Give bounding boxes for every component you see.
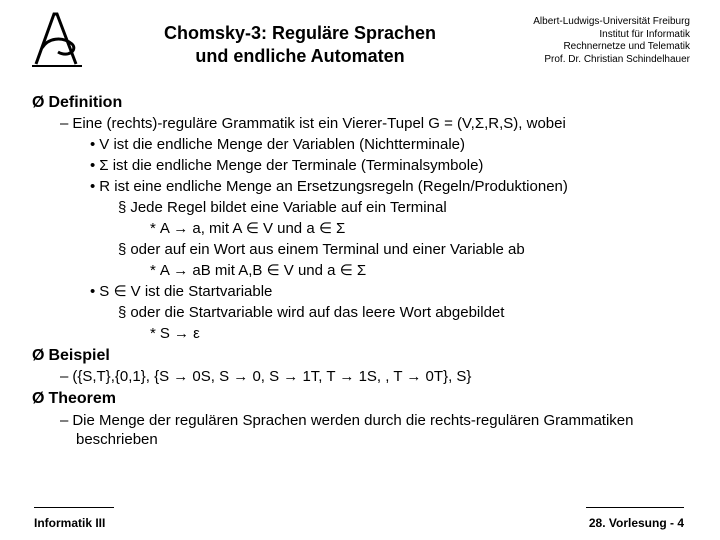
dot-bullet-icon: • [90, 283, 96, 300]
rule-b-formula: * A → aB mit A,B ∈ V und a ∈ Σ [150, 262, 367, 279]
dash-bullet-icon: – [60, 412, 69, 429]
rule-b: § oder auf ein Wort aus einem Terminal und einer Variable ab [118, 241, 525, 258]
star-bullet-icon: * [150, 220, 156, 237]
example-line: – ({S,T},{0,1}, {S → 0S, S → 0, S → 1T, T → 1S, , T → 0T}, S} [60, 368, 472, 385]
footer-rule-right [586, 507, 684, 508]
footer-page-number: 28. Vorlesung - 4 [588, 516, 684, 530]
s-item: • S ∈ V ist die Startvariable [90, 283, 273, 300]
footer-course: Informatik III [34, 516, 106, 530]
definition-heading: Ø Definition [32, 94, 123, 111]
institution-professor: Prof. Dr. Christian Schindelhauer [544, 53, 690, 65]
institution-department: Rechnernetze und Telematik [563, 41, 690, 52]
sigma-item: • Σ ist die endliche Menge der Terminale (Terminalsymbole) [90, 157, 484, 174]
theorem-line-2: beschrieben [76, 431, 158, 448]
theorem-line-1: – Die Menge der regulären Sprachen werden durch die rechts-regulären Grammatiken [60, 412, 634, 429]
institution-university: Albert-Ludwigs-Universität Freiburg [533, 16, 690, 27]
example-heading: Ø Beispiel [32, 347, 110, 364]
theorem-heading: Ø Theorem [32, 390, 117, 407]
dot-bullet-icon: • [90, 157, 96, 174]
dash-bullet-icon: – [60, 368, 69, 385]
rule-a-formula: * A → a, mit A ∈ V und a ∈ Σ [150, 220, 346, 237]
footer-rule-left [34, 507, 114, 508]
square-bullet-icon: § [118, 304, 127, 321]
dash-bullet-icon: – [60, 115, 69, 132]
star-bullet-icon: * [150, 262, 156, 279]
star-bullet-icon: * [150, 325, 156, 342]
arrow-bullet-icon: Ø [32, 390, 45, 407]
rule-a: § Jede Regel bildet eine Variable auf ein Terminal [118, 199, 447, 216]
s-formula: * S → ε [150, 325, 200, 342]
square-bullet-icon: § [118, 241, 127, 258]
v-item: • V ist die endliche Menge der Variablen (Nichtterminale) [90, 136, 466, 153]
university-logo-icon [28, 8, 86, 70]
institution-block [430, 16, 690, 66]
arrow-bullet-icon: Ø [32, 94, 45, 111]
definition-line: – Eine (rechts)-reguläre Grammatik ist ein Vierer-Tupel G = (V,Σ,R,S), wobei [60, 115, 566, 132]
dot-bullet-icon: • [90, 136, 96, 153]
r-item: • R ist eine endliche Menge an Ersetzungsregeln (Regeln/Produktionen) [90, 178, 568, 195]
title-line-2: und endliche Automaten [195, 46, 405, 66]
arrow-bullet-icon: Ø [32, 347, 45, 364]
title-line-1: Chomsky-3: Reguläre Sprachen [163, 23, 437, 43]
dot-bullet-icon: • [90, 178, 96, 195]
s-sub: § oder die Startvariable wird auf das leere Wort abgebildet [118, 304, 505, 321]
square-bullet-icon: § [118, 199, 127, 216]
institution-institute: Institut für Informatik [599, 28, 690, 40]
page-title [130, 22, 470, 68]
